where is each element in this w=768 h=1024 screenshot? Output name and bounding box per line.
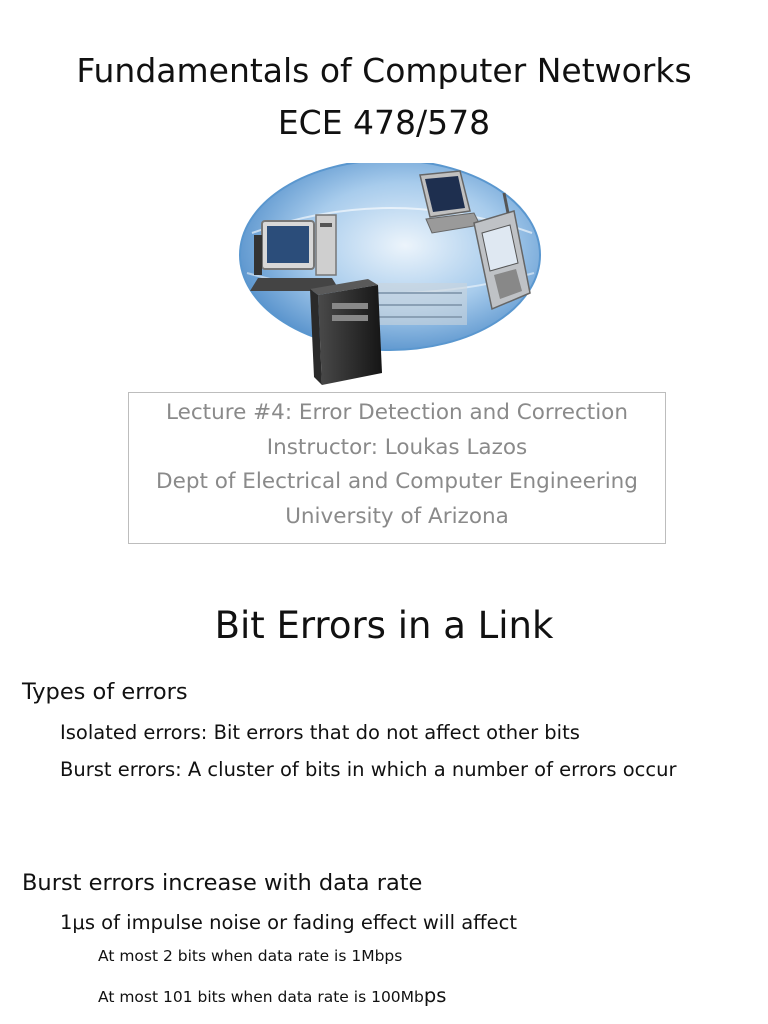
server-tower-icon [310, 279, 382, 385]
bullet-1mbps: At most 2 bits when data rate is 1Mbps [98, 947, 403, 965]
slide-title: Bit Errors in a Link [214, 604, 554, 647]
bullet-impulse-noise: 1μs of impulse noise or fading effect will affect [60, 911, 517, 934]
course-code: ECE 478/578 [277, 103, 491, 142]
instructor-name: Instructor: Loukas Lazos [266, 434, 528, 460]
bullet-types-of-errors: Types of errors [22, 679, 188, 705]
bullet-100mbps-text: At most 101 bits when data rate is 100Mb [98, 988, 424, 1006]
presentation-title: Fundamentals of Computer Networks [76, 51, 692, 90]
department-name: Dept of Electrical and Computer Engineering [156, 469, 638, 494]
computer-network-clipart-icon [212, 163, 557, 388]
bullet-isolated-errors: Isolated errors: Bit errors that do not affect other bits [60, 721, 580, 744]
university-name: University of Arizona [285, 503, 509, 529]
lecture-info-box [128, 392, 666, 544]
bullet-burst-errors: Burst errors: A cluster of bits in which a number of errors occur [60, 758, 677, 781]
bullet-burst-rate: Burst errors increase with data rate [22, 870, 423, 896]
lecture-topic: Lecture #4: Error Detection and Correction [166, 400, 628, 425]
bullet-100mbps-tail: ps [423, 984, 447, 1007]
bullet-100mbps [98, 984, 446, 1007]
